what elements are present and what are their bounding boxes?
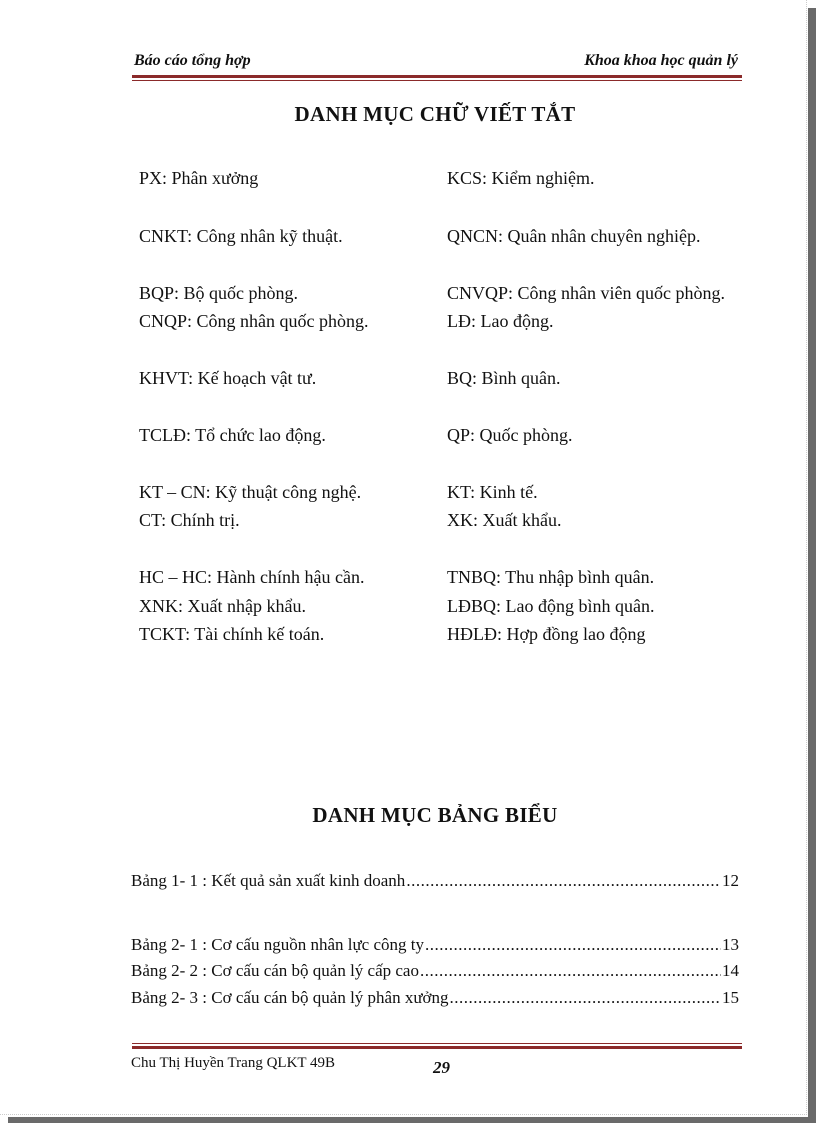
abbr-left-8: CT: Chính trị. bbox=[139, 510, 240, 530]
toc-label-4: Bảng 2- 3 : Cơ cấu cán bộ quản lý phân xưởng bbox=[131, 988, 449, 1007]
toc-row-1 bbox=[131, 871, 739, 891]
footer-page-number: 29 bbox=[433, 1058, 450, 1077]
tables-title: DANH MỤC BẢNG BIỂU bbox=[312, 803, 558, 827]
toc-leader-3 bbox=[420, 961, 721, 981]
toc-leader-2 bbox=[425, 935, 721, 955]
toc-row-4 bbox=[131, 988, 739, 1008]
abbr-right-10: LĐBQ: Lao động bình quân. bbox=[447, 596, 655, 616]
toc-page-4: 15 bbox=[722, 988, 739, 1007]
abbr-left-5: KHVT: Kế hoạch vật tư. bbox=[139, 368, 317, 388]
footer-author: Chu Thị Huyền Trang QLKT 49B bbox=[131, 1055, 336, 1071]
abbr-right-6: QP: Quốc phòng. bbox=[447, 425, 573, 445]
toc-page-3: 14 bbox=[722, 961, 739, 980]
abbr-left-2: CNKT: Công nhân kỹ thuật. bbox=[139, 226, 343, 246]
abbr-left-10: XNK: Xuất nhập khẩu. bbox=[139, 596, 306, 616]
page-shadow-right bbox=[808, 8, 816, 1123]
abbr-left-3: BQP: Bộ quốc phòng. bbox=[139, 283, 299, 303]
toc-label-2: Bảng 2- 1 : Cơ cấu nguồn nhân lực công ty bbox=[131, 935, 424, 954]
toc-leader-4 bbox=[450, 988, 721, 1008]
abbr-right-8: XK: Xuất khẩu. bbox=[447, 510, 562, 530]
abbr-right-11: HĐLĐ: Hợp đồng lao động bbox=[447, 624, 646, 644]
abbr-right-7: KT: Kinh tế. bbox=[447, 482, 538, 502]
toc-row-2 bbox=[131, 935, 739, 955]
toc-page-2: 13 bbox=[722, 935, 739, 954]
toc-page-1: 12 bbox=[722, 871, 739, 890]
abbr-left-7: KT – CN: Kỹ thuật công nghệ. bbox=[139, 482, 362, 502]
abbr-left-4: CNQP: Công nhân quốc phòng. bbox=[139, 311, 369, 331]
page-shadow-bottom bbox=[8, 1117, 816, 1123]
header-right-text: Khoa khoa học quản lý bbox=[584, 52, 738, 69]
header-left-text: Báo cáo tổng hợp bbox=[134, 52, 251, 69]
abbr-left-6: TCLĐ: Tổ chức lao động. bbox=[139, 425, 326, 445]
toc-row-3 bbox=[131, 961, 739, 981]
footer-rule-thin bbox=[132, 1043, 742, 1044]
abbr-left-1: PX: Phân xưởng bbox=[139, 168, 259, 188]
abbr-right-4: LĐ: Lao động. bbox=[447, 311, 554, 331]
toc-label-1: Bảng 1- 1 : Kết quả sản xuất kinh doanh bbox=[131, 871, 406, 890]
abbr-right-5: BQ: Bình quân. bbox=[447, 368, 561, 388]
abbr-left-11: TCKT: Tài chính kế toán. bbox=[139, 624, 325, 644]
abbr-right-3: CNVQP: Công nhân viên quốc phòng. bbox=[447, 283, 725, 303]
abbr-right-1: KCS: Kiểm nghiệm. bbox=[447, 168, 595, 188]
toc-leader-1 bbox=[406, 871, 721, 891]
header-rule-thin bbox=[132, 80, 742, 81]
abbr-right-2: QNCN: Quân nhân chuyên nghiệp. bbox=[447, 226, 701, 246]
footer-rule-thick bbox=[132, 1046, 742, 1049]
abbreviations-title: DANH MỤC CHỮ VIẾT TẮT bbox=[294, 102, 576, 126]
abbr-right-9: TNBQ: Thu nhập bình quân. bbox=[447, 567, 655, 587]
header-rule-thick bbox=[132, 75, 742, 78]
abbr-left-9: HC – HC: Hành chính hậu cần. bbox=[139, 567, 365, 587]
toc-label-3: Bảng 2- 2 : Cơ cấu cán bộ quản lý cấp cao bbox=[131, 961, 419, 980]
